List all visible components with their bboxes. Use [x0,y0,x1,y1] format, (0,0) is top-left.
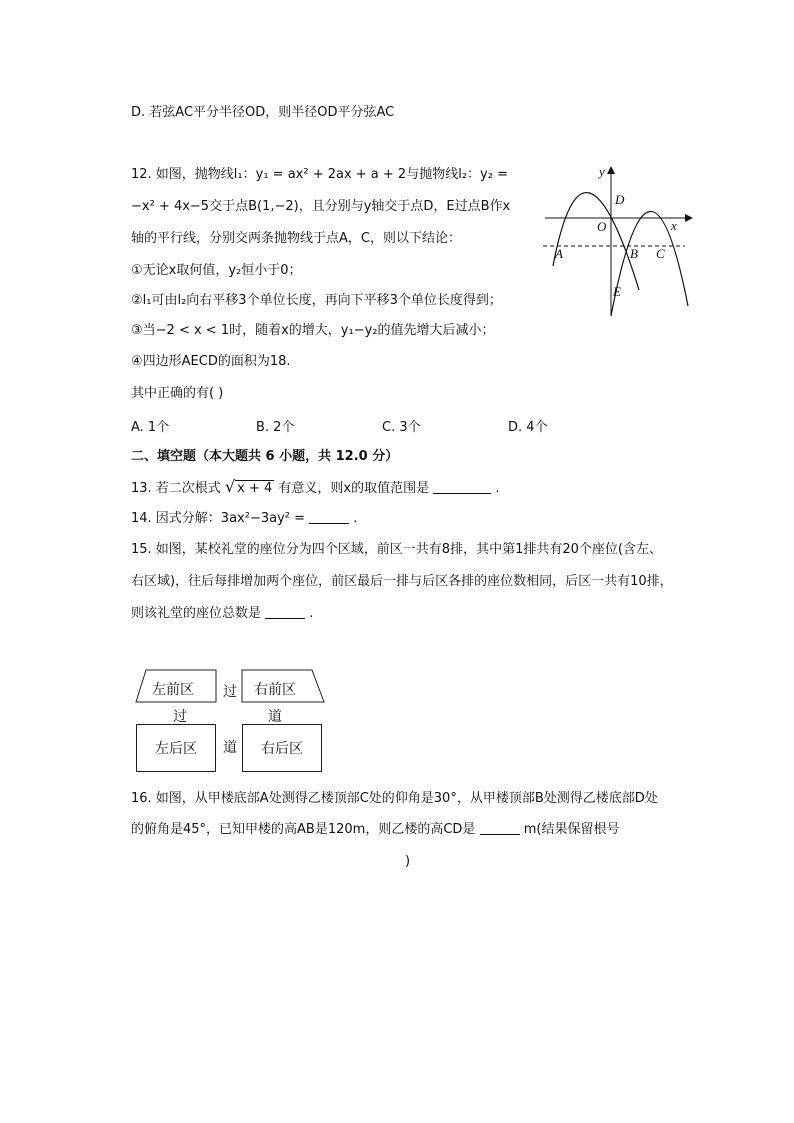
parabola-l1 [553,193,639,290]
left-back-box [136,724,216,772]
q12-option-c: C. 3个 [382,420,421,435]
q12-option-a: A. 1个 [131,420,170,435]
label-a: A [555,246,563,261]
y-axis-arrow-icon [607,166,615,174]
q16-line-1: 16. 如图，从甲楼底部A处测得乙楼顶部C处的仰角是30°，从甲楼顶部B处测得乙楼底部D处 [131,791,658,806]
q16-answer-blank [480,820,520,835]
q12-question: 其中正确的有( ) [131,386,224,401]
q13-suffix: 有意义，则x的取值范围是 [278,481,430,496]
q13-prefix: 13. 若二次根式 [131,481,221,496]
q14 [131,509,357,528]
label-b: B [630,246,638,261]
q16-line-2a: 的俯角是45°，已知甲楼的高AB是120m，则乙楼的高CD是 [131,822,476,837]
q14-end: . [353,511,358,526]
label-x: x [671,218,677,233]
q12-line-3: 轴的平行线，分别交两条抛物线于点A，C，则以下结论： [131,231,461,246]
label-e: E [613,284,621,299]
label-y: y [599,164,605,179]
q13-radicand: x + 4 [237,481,273,496]
right-back-label: 右后区 [261,741,303,757]
q12-line-2: −x² + 4x−5交于点B(1,−2)，且分别与y轴交于点D，E过点B作x [131,199,511,214]
q16-line-2b: m(结果保留根号 [523,822,620,837]
sqrt-icon: √ [224,477,236,496]
label-o: O [597,219,607,234]
q15-answer-blank [265,604,305,619]
q12-conclusion-3: ③当−2 < x < 1时，随着x的增大，y₁−y₂的值先增大后减小； [131,323,495,338]
q15-line-2: 右区域)，往后每排增加两个座位，前区最后一排与后区各排的座位数相同，后区一共有10排， [131,574,673,589]
q11-option-d: D. 若弦AC平分半径OD，则半径OD平分弦AC [131,105,395,120]
q15-line-3-text: 则该礼堂的座位总数是 [131,606,262,621]
q12-line-1: 12. 如图，抛物线l₁：y₁ = ax² + 2ax + a + 2与抛物线l₂：y₂ = [131,167,508,182]
section-2-title: 二、填空题（本大题共 6 小题，共 12.0 分） [131,449,399,464]
q12-conclusion-2: ②l₁可由l₂向右平移3个单位长度，再向下平移3个单位长度得到； [131,293,502,308]
q15-line-3 [131,604,313,623]
q12-parabola-figure [535,160,695,320]
q12-conclusion-1: ①无论x取何值，y₂恒小于0； [131,263,302,278]
q13 [131,478,500,498]
right-front-label: 右前区 [254,682,296,698]
label-d: D [615,192,625,207]
label-c: C [656,246,665,261]
q15-end: . [309,606,314,621]
q16-line-2 [131,820,619,839]
aisle-guo-top: 过 [223,684,237,700]
q13-end: . [495,481,500,496]
q13-answer-blank [433,479,491,494]
left-back-label: 左后区 [155,741,197,757]
q14-answer-blank [309,509,349,524]
q15-line-1: 15. 如图，某校礼堂的座位分为四个区域，前区一共有8排，其中第1排共有20个座位(含左、 [131,542,662,557]
q16-line-3: ) [405,854,411,869]
x-axis-arrow-icon [685,214,693,222]
aisle-guo-bottom: 过 [173,709,187,725]
aisle-dao-bottom: 道 [223,740,237,756]
aisle-dao-top: 道 [268,709,282,725]
q12-conclusion-4: ④四边形AECD的面积为18. [131,354,291,369]
q12-option-b: B. 2个 [256,420,295,435]
right-back-box [242,724,322,772]
q14-prefix: 14. 因式分解：3ax²−3ay² = [131,511,306,526]
q12-option-d: D. 4个 [508,420,548,435]
left-front-label: 左前区 [152,682,194,698]
